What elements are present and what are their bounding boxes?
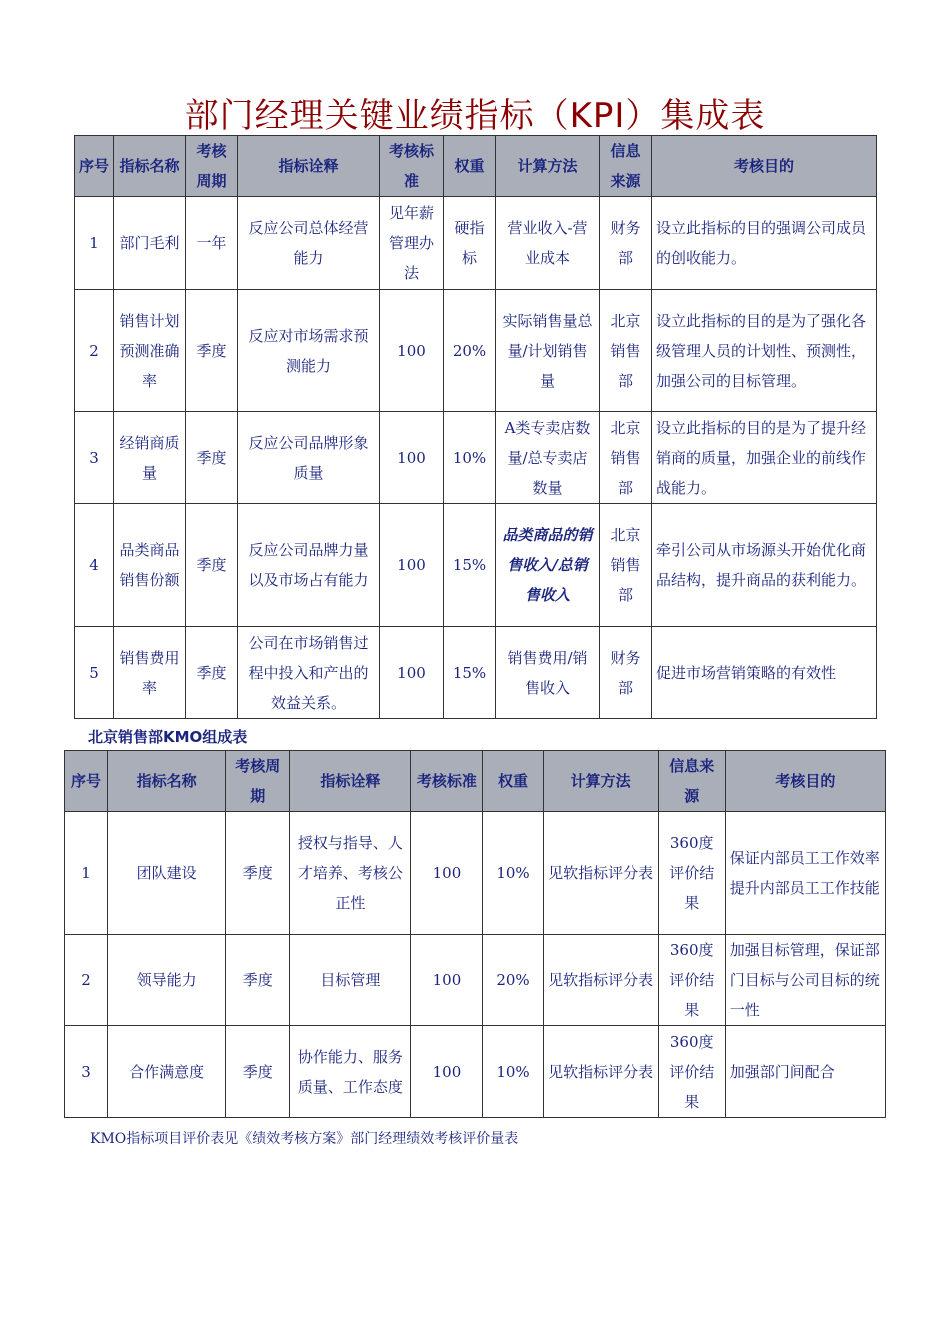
cell-source: 360度评价结果	[658, 1026, 725, 1118]
kpi-header-cell: 权重	[444, 136, 496, 197]
kpi-header-cell: 序号	[75, 136, 114, 197]
cell-no: 5	[75, 627, 114, 719]
cell-purpose: 促进市场营销策略的有效性	[652, 627, 877, 719]
kmo-header-cell: 考核目的	[725, 751, 885, 812]
cell-method: 销售费用/销售收入	[496, 627, 600, 719]
cell-weight: 10%	[483, 1026, 543, 1118]
cell-weight: 15%	[444, 504, 496, 627]
table-row	[65, 935, 886, 1026]
cell-standard: 100	[411, 1026, 483, 1118]
cell-standard: 见年薪管理办法	[380, 197, 444, 290]
cell-period: 季度	[186, 290, 238, 412]
cell-purpose: 加强部门间配合	[725, 1026, 885, 1118]
kmo-header-row	[65, 751, 886, 812]
cell-source: 北京销售部	[600, 290, 652, 412]
page-title: 部门经理关键业绩指标（KPI）集成表	[184, 96, 766, 136]
cell-indicator: 合作满意度	[108, 1026, 226, 1118]
cell-method: 实际销售量总量/计划销售量	[496, 290, 600, 412]
cell-no: 1	[75, 197, 114, 290]
cell-indicator: 销售费用率	[114, 627, 186, 719]
kpi-header-row	[75, 136, 877, 197]
cell-standard: 100	[411, 935, 483, 1026]
cell-explanation: 反应公司品牌形象质量	[238, 412, 380, 504]
cell-weight: 10%	[483, 812, 543, 935]
cell-method: 营业收入-营业成本	[496, 197, 600, 290]
cell-standard: 100	[411, 812, 483, 935]
kpi-header-cell: 信息来源	[600, 136, 652, 197]
kmo-subtitle: 北京销售部KMO组成表	[88, 728, 248, 746]
cell-standard: 100	[380, 627, 444, 719]
footnote: KMO指标项目评价表见《绩效考核方案》部门经理绩效考核评价量表	[90, 1131, 519, 1147]
kpi-header-cell: 计算方法	[496, 136, 600, 197]
cell-period: 一年	[186, 197, 238, 290]
table-row	[75, 290, 877, 412]
cell-source: 财务部	[600, 627, 652, 719]
cell-purpose: 设立此指标的目的是为了强化各级管理人员的计划性、预测性，加强公司的目标管理。	[652, 290, 877, 412]
cell-method: 见软指标评分表	[543, 1026, 658, 1118]
kmo-header-cell: 指标诠释	[290, 751, 411, 812]
cell-source: 360度评价结果	[658, 935, 725, 1026]
cell-no: 4	[75, 504, 114, 627]
cell-source: 北京销售部	[600, 412, 652, 504]
cell-standard: 100	[380, 504, 444, 627]
cell-period: 季度	[226, 1026, 290, 1118]
cell-standard: 100	[380, 412, 444, 504]
table-row	[75, 412, 877, 504]
cell-indicator: 部门毛利	[114, 197, 186, 290]
cell-source: 360度评价结果	[658, 812, 725, 935]
cell-period: 季度	[186, 627, 238, 719]
table-row	[75, 504, 877, 627]
cell-indicator: 经销商质量	[114, 412, 186, 504]
cell-indicator: 领导能力	[108, 935, 226, 1026]
cell-indicator: 品类商品销售份额	[114, 504, 186, 627]
table-row	[75, 627, 877, 719]
cell-no: 2	[75, 290, 114, 412]
cell-no: 1	[65, 812, 108, 935]
cell-explanation: 目标管理	[290, 935, 411, 1026]
cell-period: 季度	[226, 935, 290, 1026]
cell-source: 北京销售部	[600, 504, 652, 627]
cell-method: 品类商品的销售收入/总销售收入	[496, 504, 600, 627]
kmo-header-cell: 序号	[65, 751, 108, 812]
kpi-header-cell: 指标名称	[114, 136, 186, 197]
cell-explanation: 公司在市场销售过程中投入和产出的效益关系。	[238, 627, 380, 719]
cell-weight: 10%	[444, 412, 496, 504]
cell-explanation: 授权与指导、人才培养、考核公正性	[290, 812, 411, 935]
cell-purpose: 加强目标管理，保证部门目标与公司目标的统一性	[725, 935, 885, 1026]
kpi-header-cell: 考核标准	[380, 136, 444, 197]
kmo-table	[64, 750, 886, 1118]
cell-purpose: 牵引公司从市场源头开始优化商品结构，提升商品的获利能力。	[652, 504, 877, 627]
cell-no: 3	[75, 412, 114, 504]
table-row	[65, 1026, 886, 1118]
cell-weight: 硬指标	[444, 197, 496, 290]
cell-purpose: 保证内部员工工作效率 提升内部员工工作技能	[725, 812, 885, 935]
cell-no: 3	[65, 1026, 108, 1118]
cell-explanation: 反应公司总体经营能力	[238, 197, 380, 290]
kpi-header-cell: 指标诠释	[238, 136, 380, 197]
cell-no: 2	[65, 935, 108, 1026]
cell-weight: 20%	[483, 935, 543, 1026]
kmo-header-cell: 计算方法	[543, 751, 658, 812]
cell-method: 见软指标评分表	[543, 812, 658, 935]
cell-method: 见软指标评分表	[543, 935, 658, 1026]
kpi-table	[74, 135, 877, 719]
cell-indicator: 团队建设	[108, 812, 226, 935]
cell-weight: 20%	[444, 290, 496, 412]
cell-period: 季度	[226, 812, 290, 935]
kmo-header-cell: 考核标准	[411, 751, 483, 812]
cell-explanation: 反应对市场需求预测能力	[238, 290, 380, 412]
table-row	[75, 197, 877, 290]
cell-standard: 100	[380, 290, 444, 412]
cell-period: 季度	[186, 504, 238, 627]
kmo-header-cell: 考核周期	[226, 751, 290, 812]
table-row	[65, 812, 886, 935]
cell-indicator: 销售计划预测准确率	[114, 290, 186, 412]
kmo-header-cell: 信息来源	[658, 751, 725, 812]
kmo-header-cell: 权重	[483, 751, 543, 812]
kmo-header-cell: 指标名称	[108, 751, 226, 812]
cell-purpose: 设立此指标的目的是为了提升经销商的质量，加强企业的前线作战能力。	[652, 412, 877, 504]
cell-weight: 15%	[444, 627, 496, 719]
cell-purpose: 设立此指标的目的强调公司成员的创收能力。	[652, 197, 877, 290]
kpi-header-cell: 考核周期	[186, 136, 238, 197]
cell-explanation: 协作能力、服务质量、工作态度	[290, 1026, 411, 1118]
cell-method: A类专卖店数量/总专卖店数量	[496, 412, 600, 504]
cell-explanation: 反应公司品牌力量以及市场占有能力	[238, 504, 380, 627]
cell-source: 财务部	[600, 197, 652, 290]
kpi-header-cell: 考核目的	[652, 136, 877, 197]
cell-period: 季度	[186, 412, 238, 504]
